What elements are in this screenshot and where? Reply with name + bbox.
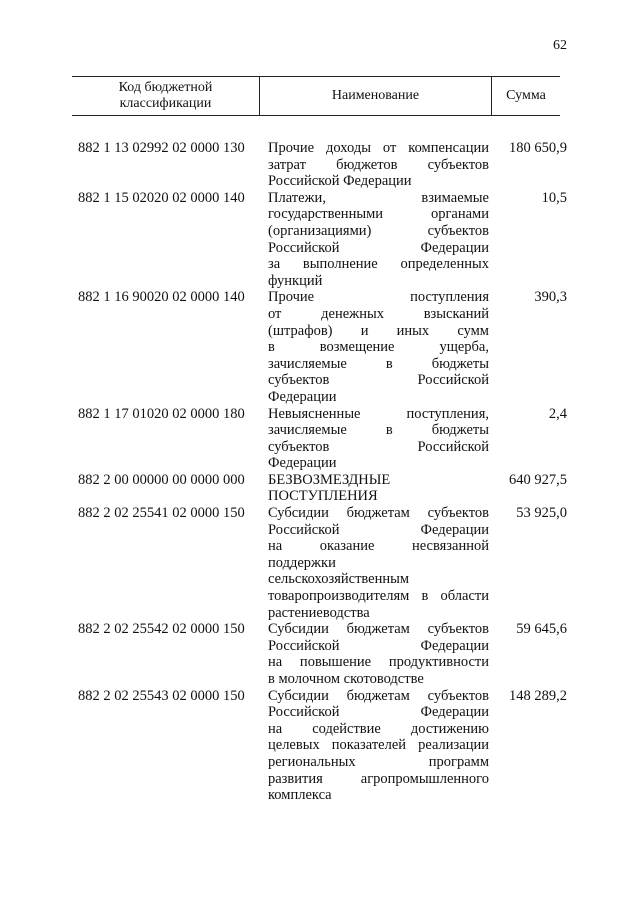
item-name-line: Прочие доходы от компенсации — [268, 140, 489, 156]
item-name-line: на повышение продуктивности — [268, 654, 489, 671]
item-sum: 148 289,2 — [509, 687, 567, 704]
item-name — [268, 406, 489, 472]
item-name-line: региональных программ — [268, 753, 489, 770]
item-name-line: Российской Федерации — [268, 239, 489, 256]
item-name-line: от денежных взысканий — [268, 305, 489, 322]
item-name-line: в молочном скотоводстве — [268, 671, 424, 687]
item-name-line: растениеводства — [268, 604, 370, 621]
table-row — [0, 621, 639, 687]
item-name-line: товаропроизводителям в области — [268, 588, 489, 605]
item-name-line: Федерации — [268, 388, 337, 405]
item-name-line: Российской Федерации — [268, 637, 489, 654]
item-name — [268, 140, 489, 190]
item-name-line: зачисляемые в бюджеты — [268, 422, 489, 439]
item-name-line: (организациями) субъектов — [268, 222, 489, 239]
page-number: 62 — [553, 38, 567, 53]
item-name-line: сельскохозяйственным — [268, 571, 410, 588]
item-name-line: (штрафов) и иных сумм — [268, 322, 489, 339]
item-name-line: функций — [268, 272, 323, 289]
item-name — [268, 190, 489, 290]
item-name — [268, 621, 489, 687]
item-name-line: поддержки — [268, 554, 336, 571]
item-sum: 59 645,6 — [516, 621, 567, 638]
table-body — [0, 140, 639, 804]
table-row — [0, 505, 639, 621]
item-name-line: Невыясненные поступления, — [268, 405, 489, 422]
item-name-line: затрат бюджетов субъектов — [268, 156, 489, 173]
budget-code: 882 1 16 90020 02 0000 140 — [78, 289, 245, 306]
table-row — [0, 472, 639, 505]
budget-code: 882 2 02 25541 02 0000 150 — [78, 505, 245, 522]
item-name-line: целевых показателей реализации — [268, 737, 489, 754]
header-code: Код бюджетной классификации — [72, 77, 260, 115]
item-name-line: Российской Федерации — [268, 704, 489, 721]
item-name-line: зачисляемые в бюджеты — [268, 355, 489, 372]
item-name-line: Платежи, взимаемые — [268, 189, 489, 206]
table-row — [0, 140, 639, 190]
item-sum: 390,3 — [534, 289, 567, 306]
item-name-line: Субсидии бюджетам субъектов — [268, 505, 489, 522]
budget-code: 882 1 15 02020 02 0000 140 — [78, 189, 245, 206]
budget-code: 882 1 17 01020 02 0000 180 — [78, 405, 245, 422]
header-sum: Сумма — [506, 88, 546, 103]
item-name-line: Российской Федерации — [268, 173, 412, 190]
item-name-line: на содействие достижению — [268, 720, 489, 737]
table-header — [72, 76, 560, 116]
item-name — [268, 688, 489, 804]
item-name-line: Российской Федерации — [268, 521, 489, 538]
budget-code: 882 2 02 25542 02 0000 150 — [78, 621, 245, 638]
item-name-line: ПОСТУПЛЕНИЯ — [268, 488, 378, 505]
item-sum: 640 927,5 — [509, 471, 567, 488]
item-sum: 2,4 — [548, 405, 567, 422]
item-name-line: в возмещение ущерба, — [268, 339, 489, 356]
item-name-line: государственными органами — [268, 206, 489, 223]
item-name — [268, 472, 489, 505]
item-name-line: за выполнение определенных — [268, 256, 489, 273]
header-name: Наименование — [260, 77, 492, 115]
budget-code: 882 2 00 00000 00 0000 000 — [78, 471, 245, 488]
item-sum: 10,5 — [541, 189, 567, 206]
table-row — [0, 289, 639, 405]
item-sum: 180 650,9 — [509, 140, 567, 156]
item-name-line: развития агропромышленного — [268, 770, 489, 787]
item-name — [268, 505, 489, 621]
item-name-line: комплекса — [268, 787, 332, 804]
item-name-line: Прочие поступления — [268, 289, 489, 306]
item-name-line: Федерации — [268, 455, 337, 472]
table-row — [0, 406, 639, 472]
item-name-line: Субсидии бюджетам субъектов — [268, 687, 489, 704]
table-row — [0, 688, 639, 804]
item-name-line: Субсидии бюджетам субъектов — [268, 621, 489, 638]
item-name-line: на оказание несвязанной — [268, 538, 489, 555]
budget-code: 882 2 02 25543 02 0000 150 — [78, 687, 245, 704]
item-name — [268, 289, 489, 405]
item-name-line: субъектов Российской — [268, 372, 489, 389]
item-name-line: субъектов Российской — [268, 438, 489, 455]
table-row — [0, 190, 639, 290]
budget-code: 882 1 13 02992 02 0000 130 — [78, 140, 245, 156]
item-name-line: БЕЗВОЗМЕЗДНЫЕ — [268, 471, 391, 488]
item-sum: 53 925,0 — [516, 505, 567, 522]
